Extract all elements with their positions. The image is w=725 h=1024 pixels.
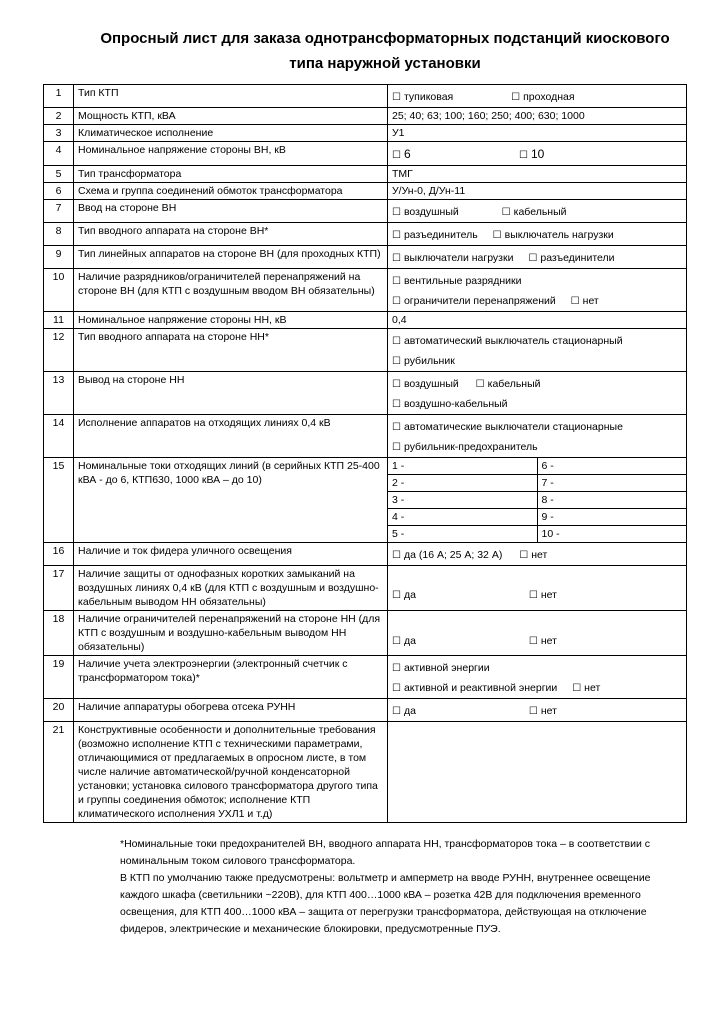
- table-row: [44, 166, 687, 183]
- table-row: [44, 269, 687, 312]
- row-number: 5: [44, 166, 74, 183]
- checkbox-option[interactable]: ☐ да (16 А; 25 А; 32 А): [392, 549, 502, 561]
- row-label: Тип вводного аппарата на стороне НН*: [74, 329, 388, 372]
- row-label: Тип КТП: [74, 85, 388, 108]
- checkbox-option[interactable]: ☐ нет: [571, 295, 599, 307]
- checkbox-option[interactable]: ☐ автоматический выключатель стационарный: [392, 335, 623, 347]
- row-label: Наличие учета электроэнергии (электронный счетчик с трансформатором тока)*: [74, 656, 388, 699]
- checkbox-option[interactable]: ☐ нет: [529, 589, 557, 601]
- feeder-cell[interactable]: 10 -: [541, 528, 560, 540]
- row-label: Номинальное напряжение стороны ВН, кВ: [74, 142, 388, 166]
- checkbox-option[interactable]: ☐ разъединитель: [392, 229, 478, 241]
- table-row: [44, 125, 687, 142]
- feeder-cell[interactable]: 3 -: [388, 492, 537, 509]
- title-line-2: типа наружной установки: [289, 55, 481, 72]
- row-label: Наличие ограничителей перенапряжений на стороне НН (для КТП с воздушным и воздушно-кабельным выводом НН обязательны): [74, 611, 388, 656]
- row-number: 16: [44, 543, 74, 566]
- feeder-cell[interactable]: 8 -: [537, 492, 686, 509]
- row-number: 12: [44, 329, 74, 372]
- row-label: Тип линейных аппаратов на стороне ВН (для проходных КТП): [74, 246, 388, 269]
- row-label: Наличие и ток фидера уличного освещения: [74, 543, 388, 566]
- row-number: 4: [44, 142, 74, 166]
- table-row: [44, 85, 687, 108]
- row-value: 25; 40; 63; 100; 160; 250; 400; 630; 1000: [388, 108, 687, 125]
- table-row: [44, 611, 687, 656]
- checkbox-option[interactable]: ☐ тупиковая: [392, 91, 453, 103]
- row-label: Вывод на стороне НН: [74, 372, 388, 415]
- row-label: Конструктивные особенности и дополнительные требования (возможно исполнение КТП с техническими параметрами, отличающимися от предлагаемых в опросном листе, в том числе наличие автоматической/ручной конденсаторной установки; установка силового трансформатора другого типа и группы соединения обмоток; исполнение КТП климатического исполнения УХЛ1 и т.д): [74, 722, 388, 823]
- row-number: 13: [44, 372, 74, 415]
- row-label: Исполнение аппаратов на отходящих линиях 0,4 кВ: [74, 415, 388, 458]
- footnote-1: *Номинальные токи предохранителей ВН, вводного аппарата НН, трансформаторов тока – в соответствии с номинальным током силового трансформатора.: [120, 838, 651, 867]
- checkbox-option[interactable]: ☐ да: [392, 705, 416, 717]
- questionnaire-table: [43, 84, 687, 823]
- row-label: Наличие разрядников/ограничителей перенапряжений на стороне ВН (для КТП с воздушным вводом ВН обязательны): [74, 269, 388, 312]
- checkbox-option[interactable]: ☐ воздушный: [392, 206, 459, 218]
- row-value: У/Ун-0, Д/Ун-11: [388, 183, 687, 200]
- table-row: [44, 142, 687, 166]
- row-number: 20: [44, 699, 74, 722]
- row-value: ТМГ: [388, 166, 687, 183]
- checkbox-option[interactable]: ☐ нет: [572, 682, 600, 694]
- table-row: [44, 415, 687, 458]
- row-number: 17: [44, 566, 74, 611]
- row-label: Тип трансформатора: [74, 166, 388, 183]
- checkbox-option[interactable]: ☐ активной энергии: [392, 662, 490, 674]
- feeder-cell[interactable]: 2 -: [388, 475, 537, 492]
- checkbox-option[interactable]: ☐ разъединители: [528, 252, 614, 264]
- row-label: Наличие защиты от однофазных коротких замыканий на воздушных линиях 0,4 кВ (для КТП с воздушным и воздушно-кабельным выводом НН обязательны): [74, 566, 388, 611]
- checkbox-option[interactable]: ☐ ограничители перенапряжений: [392, 295, 556, 307]
- row-number: 10: [44, 269, 74, 312]
- table-row: [44, 312, 687, 329]
- requirements-field[interactable]: [388, 722, 687, 823]
- table-row: [44, 223, 687, 246]
- row-value: 0,4: [388, 312, 687, 329]
- checkbox-option[interactable]: ☐ проходная: [511, 91, 574, 103]
- table-row: [44, 543, 687, 566]
- checkbox-option[interactable]: ☐ активной и реактивной энергии: [392, 682, 557, 694]
- table-row: [44, 200, 687, 223]
- table-row: [44, 372, 687, 415]
- row-label: Тип вводного аппарата на стороне ВН*: [74, 223, 388, 246]
- row-number: 19: [44, 656, 74, 699]
- checkbox-option[interactable]: ☐ 10: [519, 147, 544, 161]
- row-label: Ввод на стороне ВН: [74, 200, 388, 223]
- page-title: [60, 26, 710, 76]
- footnotes: [120, 836, 690, 938]
- row-number: 11: [44, 312, 74, 329]
- table-row: [44, 722, 687, 823]
- feeder-cell[interactable]: 6 -: [537, 458, 686, 475]
- row-label: Номинальное напряжение стороны НН, кВ: [74, 312, 388, 329]
- table-row: [44, 246, 687, 269]
- row-label: Мощность КТП, кВА: [74, 108, 388, 125]
- row-number: 6: [44, 183, 74, 200]
- row-number: 15: [44, 458, 74, 543]
- checkbox-option[interactable]: ☐ нет: [529, 635, 557, 647]
- table-row: [44, 183, 687, 200]
- row-number: 3: [44, 125, 74, 142]
- row-number: 21: [44, 722, 74, 823]
- checkbox-option[interactable]: ☐ да: [392, 635, 416, 647]
- row-value: У1: [388, 125, 687, 142]
- table-row: [44, 458, 687, 543]
- row-number: 2: [44, 108, 74, 125]
- checkbox-option[interactable]: ☐ нет: [529, 705, 557, 717]
- checkbox-option[interactable]: ☐ рубильник-предохранитель: [392, 441, 538, 453]
- table-row: [44, 699, 687, 722]
- table-row: [44, 566, 687, 611]
- feeder-cell[interactable]: 5 -: [388, 526, 537, 543]
- table-row: [44, 108, 687, 125]
- row-label: Климатическое исполнение: [74, 125, 388, 142]
- feeder-cell[interactable]: 9 -: [537, 509, 686, 526]
- feeder-cell[interactable]: 4 -: [388, 509, 537, 526]
- checkbox-option[interactable]: ☐ выключатель нагрузки: [493, 229, 614, 241]
- title-line-1: Опросный лист для заказа однотрансформаторных подстанций киоскового: [100, 30, 670, 47]
- checkbox-option[interactable]: ☐ 6: [392, 147, 411, 161]
- checkbox-option[interactable]: ☐ вентильные разрядники: [392, 275, 521, 287]
- row-number: 1: [44, 85, 74, 108]
- row-number: 7: [44, 200, 74, 223]
- checkbox-option[interactable]: ☐ кабельный: [502, 206, 567, 218]
- row-label: Номинальные токи отходящих линий (в серийных КТП 25-400 кВА - до 6, КТП630, 1000 кВА – до 10): [74, 458, 388, 543]
- row-label: Схема и группа соединений обмоток трансформатора: [74, 183, 388, 200]
- footnote-2: В КТП по умолчанию также предусмотрены: вольтметр и амперметр на вводе РУНН, внутреннее освещение каждого шкафа (светильники ~220В), для КТП 400…1000 кВА – розетка 42В для подключения временного освещения, для КТП 400…1000 кВА – защита от перегрузки трансформатора, действующая на отключение фидеров, электрические и механические блокировки, предусмотренные ПУЭ.: [120, 872, 651, 935]
- checkbox-option[interactable]: ☐ воздушный: [392, 378, 459, 390]
- checkbox-option[interactable]: ☐ автоматические выключатели стационарные: [392, 421, 623, 433]
- checkbox-option[interactable]: ☐ рубильник: [392, 355, 455, 367]
- feeder-cell[interactable]: 1 -: [388, 458, 537, 475]
- table-row: [44, 656, 687, 699]
- checkbox-option[interactable]: ☐ нет: [519, 549, 547, 561]
- row-number: 14: [44, 415, 74, 458]
- feeder-cell[interactable]: 7 -: [537, 475, 686, 492]
- table-row: [44, 329, 687, 372]
- feeder-currents-grid: [388, 458, 686, 542]
- checkbox-option[interactable]: ☐ кабельный: [476, 378, 541, 390]
- checkbox-option[interactable]: ☐ воздушно-кабельный: [392, 398, 508, 410]
- row-label: Наличие аппаратуры обогрева отсека РУНН: [74, 699, 388, 722]
- row-number: 8: [44, 223, 74, 246]
- row-number: 18: [44, 611, 74, 656]
- row-number: 9: [44, 246, 74, 269]
- checkbox-option[interactable]: ☐ выключатели нагрузки: [392, 252, 513, 264]
- checkbox-option[interactable]: ☐ да: [392, 589, 416, 601]
